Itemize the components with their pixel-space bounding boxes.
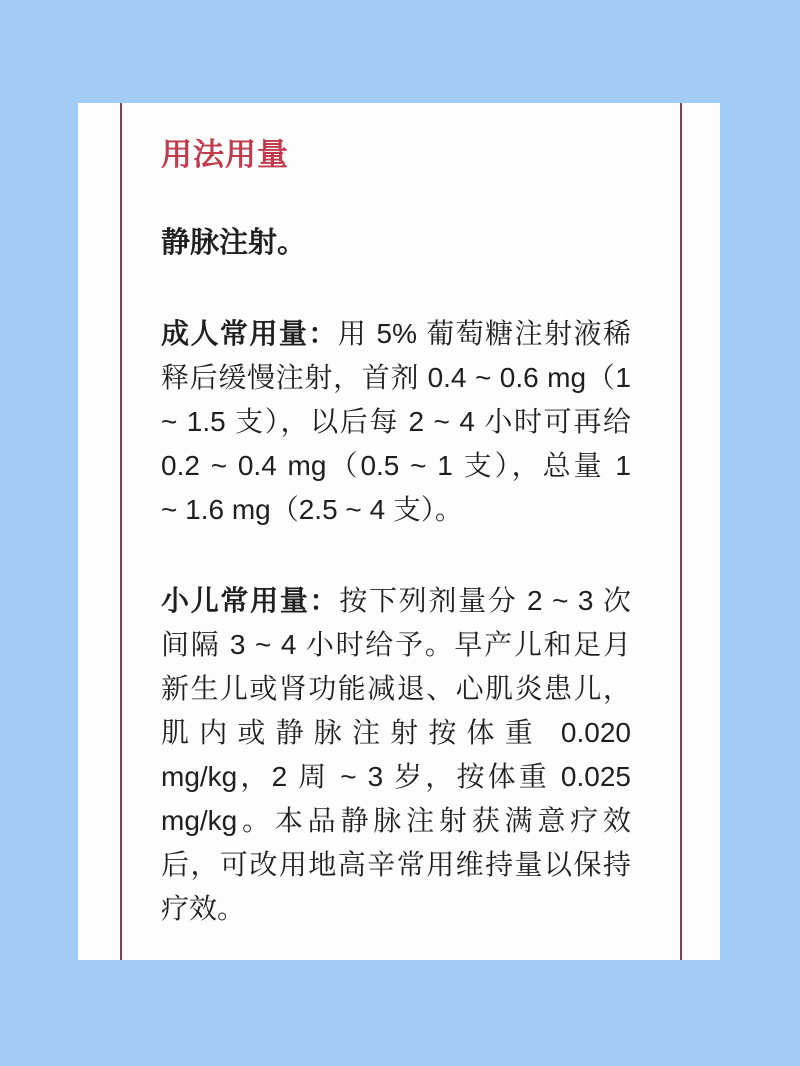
pediatric-dosage-label: 小儿常用量： bbox=[161, 585, 340, 616]
text-line: 后，可改用地高辛常用维持量以保持 bbox=[161, 849, 631, 880]
text-run: 用 5% 葡萄糖注射液稀 bbox=[337, 318, 631, 349]
text-line bbox=[161, 579, 631, 623]
text-run: 按下列剂量分 2 ~ 3 次 bbox=[339, 585, 631, 616]
text-line: 0.2 ~ 0.4 mg（0.5 ~ 1 支），总量 1 bbox=[161, 450, 631, 481]
text-line: 肌内或静脉注射按体重 0.020 bbox=[161, 717, 631, 748]
pediatric-dosage-paragraph bbox=[161, 579, 631, 931]
text-line bbox=[161, 312, 631, 356]
text-line: mg/kg，2 周 ~ 3 岁，按体重 0.025 bbox=[161, 761, 631, 792]
text-line: 释后缓慢注射，首剂 0.4 ~ 0.6 mg（1 bbox=[161, 362, 631, 393]
text-line: 间隔 3 ~ 4 小时给予。早产儿和足月 bbox=[161, 629, 631, 660]
administration-route: 静脉注射。 bbox=[161, 227, 307, 259]
adult-dosage-label: 成人常用量： bbox=[161, 318, 338, 349]
instruction-card bbox=[78, 103, 720, 960]
right-vertical-rule bbox=[680, 103, 682, 960]
section-title: 用法用量 bbox=[161, 137, 289, 172]
text-line: ~ 1.6 mg（2.5 ~ 4 支）。 bbox=[161, 494, 463, 525]
text-line: mg/kg。本品静脉注射获满意疗效 bbox=[161, 805, 631, 836]
adult-dosage-paragraph bbox=[161, 312, 631, 532]
text-line: ~ 1.5 支），以后每 2 ~ 4 小时可再给 bbox=[161, 406, 631, 437]
text-line: 疗效。 bbox=[161, 893, 246, 924]
left-vertical-rule bbox=[120, 103, 122, 960]
text-line: 新生儿或肾功能减退、心肌炎患儿， bbox=[161, 673, 631, 704]
card-content bbox=[161, 133, 631, 931]
